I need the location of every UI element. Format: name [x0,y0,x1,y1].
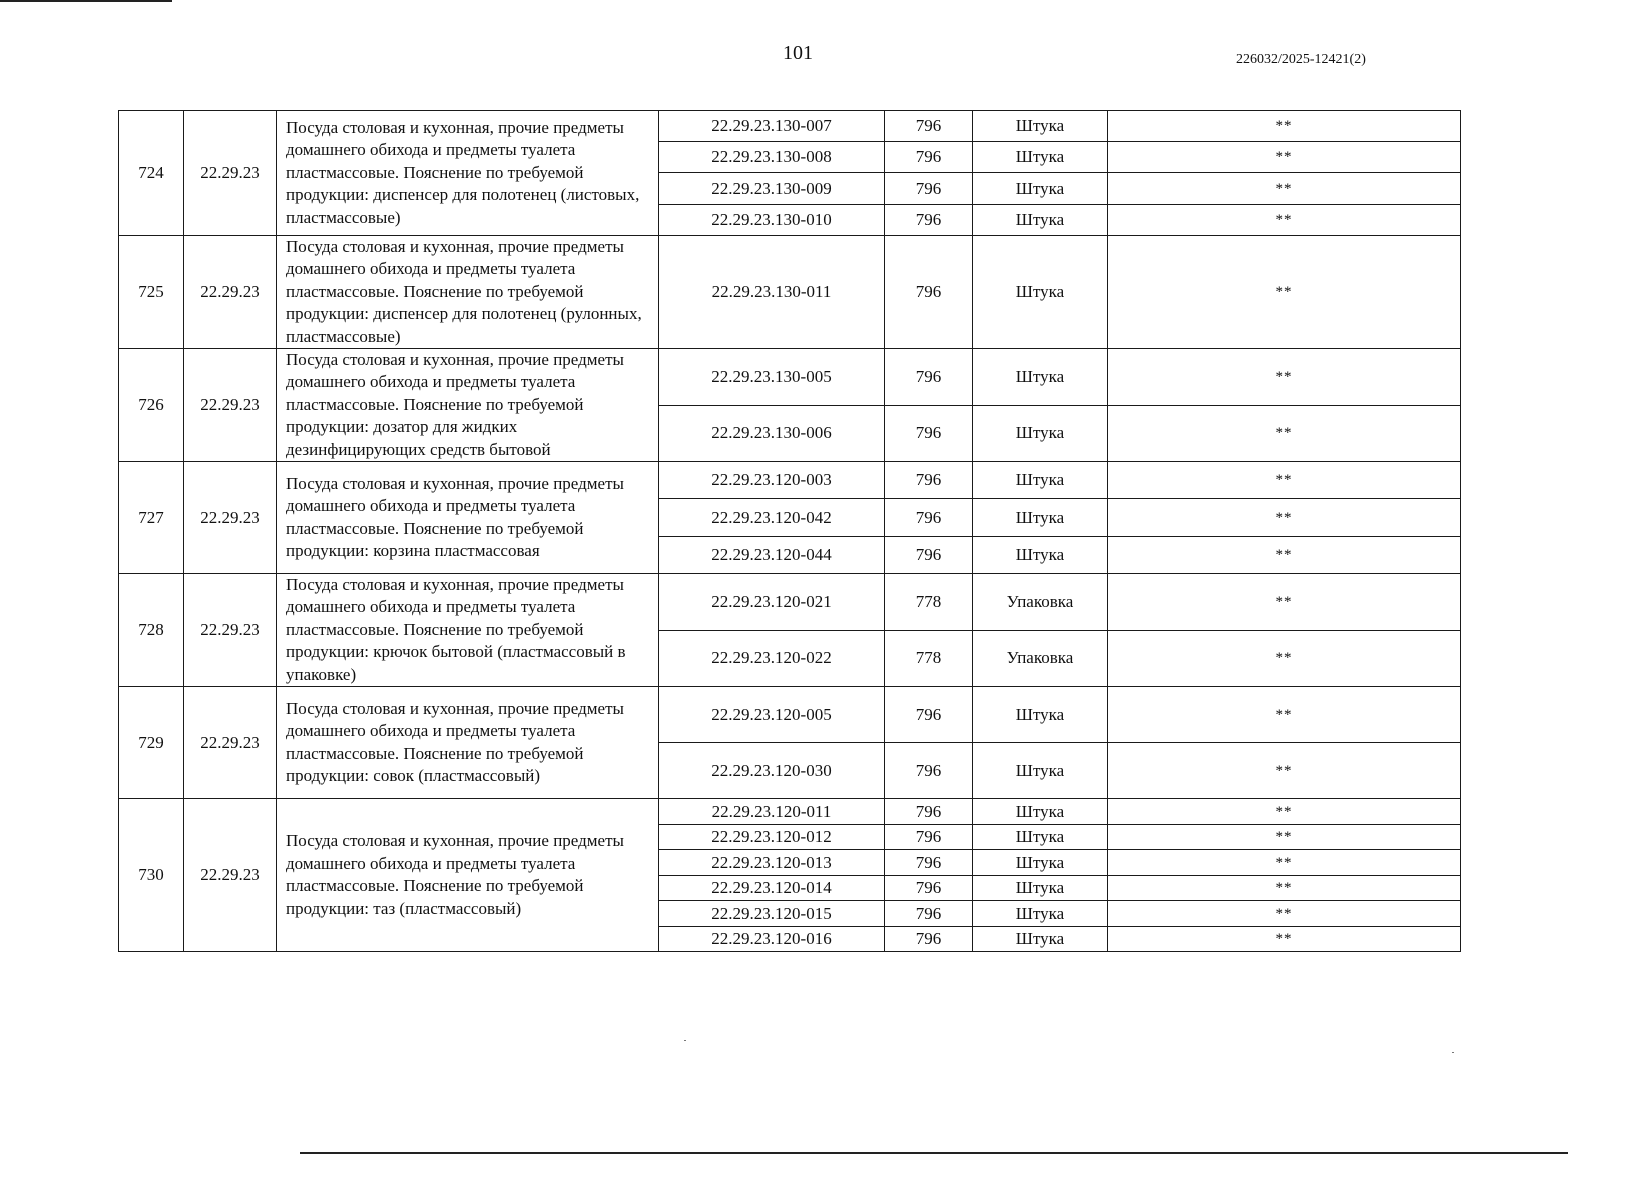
note-cell: ** [1108,574,1461,631]
unit-code-cell: 796 [885,537,973,574]
unit-name-cell: Штука [973,537,1108,574]
description-cell: Посуда столовая и кухонная, прочие предметы домашнего обихода и предметы туалета пластмассовые. Пояснение по требуемой продукции: таз (пластмассовый) [277,799,659,952]
unit-name-cell: Штука [973,850,1108,876]
unit-code-cell: 796 [885,799,973,825]
table-row [119,462,1461,499]
note-cell: ** [1108,142,1461,173]
ktru-code-cell: 22.29.23.120-013 [659,850,885,876]
unit-name-cell: Штука [973,205,1108,236]
note-cell: ** [1108,349,1461,406]
unit-name-cell: Штука [973,876,1108,901]
unit-code-cell: 796 [885,876,973,901]
table-row [119,687,1461,743]
ktru-code-cell: 22.29.23.130-007 [659,111,885,142]
okpd-code-cell: 22.29.23 [184,462,277,574]
description-cell: Посуда столовая и кухонная, прочие предметы домашнего обихода и предметы туалета пластмассовые. Пояснение по требуемой продукции: корзина пластмассовая [277,462,659,574]
unit-code-cell: 796 [885,205,973,236]
unit-code-cell: 796 [885,173,973,205]
scan-speck [684,1040,686,1041]
ktru-code-cell: 22.29.23.120-022 [659,630,885,687]
unit-code-cell: 796 [885,687,973,743]
description-cell: Посуда столовая и кухонная, прочие предметы домашнего обихода и предметы туалета пластмассовые. Пояснение по требуемой продукции: дозатор для жидких дезинфицирующих средств бытовой [277,349,659,462]
description-cell: Посуда столовая и кухонная, прочие предметы домашнего обихода и предметы туалета пластмассовые. Пояснение по требуемой продукции: крючок бытовой (пластмассовый в упаковке) [277,574,659,687]
unit-name-cell: Штука [973,349,1108,406]
description-cell: Посуда столовая и кухонная, прочие предметы домашнего обихода и предметы туалета пластмассовые. Пояснение по требуемой продукции: совок (пластмассовый) [277,687,659,799]
unit-name-cell: Штука [973,405,1108,462]
ktru-code-cell: 22.29.23.120-014 [659,876,885,901]
ktru-code-cell: 22.29.23.120-042 [659,499,885,537]
document-id: 226032/2025-12421(2) [1236,52,1366,67]
description-cell: Посуда столовая и кухонная, прочие предметы домашнего обихода и предметы туалета пластмассовые. Пояснение по требуемой продукции: диспенсер для полотенец (листовых, пластмассовые) [277,111,659,236]
unit-code-cell: 778 [885,630,973,687]
unit-name-cell: Штука [973,236,1108,349]
unit-name-cell: Штука [973,499,1108,537]
okpd-code-cell: 22.29.23 [184,236,277,349]
row-number-cell: 728 [119,574,184,687]
unit-name-cell: Штука [973,687,1108,743]
ktru-code-cell: 22.29.23.120-005 [659,687,885,743]
note-cell: ** [1108,111,1461,142]
row-number-cell: 726 [119,349,184,462]
ktru-code-cell: 22.29.23.130-011 [659,236,885,349]
page-number: 101 [783,42,813,64]
note-cell: ** [1108,687,1461,743]
note-cell: ** [1108,405,1461,462]
ktru-code-cell: 22.29.23.120-012 [659,825,885,850]
row-number-cell: 730 [119,799,184,952]
row-number-cell: 729 [119,687,184,799]
unit-name-cell: Штука [973,743,1108,799]
unit-code-cell: 796 [885,499,973,537]
row-number-cell: 727 [119,462,184,574]
ktru-code-cell: 22.29.23.130-010 [659,205,885,236]
ktru-code-cell: 22.29.23.130-005 [659,349,885,406]
note-cell: ** [1108,825,1461,850]
ktru-code-cell: 22.29.23.130-009 [659,173,885,205]
note-cell: ** [1108,499,1461,537]
unit-code-cell: 796 [885,111,973,142]
bottom-edge-rule [300,1152,1568,1154]
ktru-code-cell: 22.29.23.120-003 [659,462,885,499]
note-cell: ** [1108,850,1461,876]
unit-code-cell: 796 [885,901,973,927]
unit-name-cell: Штука [973,901,1108,927]
ktru-code-cell: 22.29.23.130-008 [659,142,885,173]
unit-code-cell: 796 [885,462,973,499]
unit-name-cell: Штука [973,927,1108,952]
row-number-cell: 724 [119,111,184,236]
description-cell: Посуда столовая и кухонная, прочие предметы домашнего обихода и предметы туалета пластмассовые. Пояснение по требуемой продукции: диспенсер для полотенец (рулонных, пластмассовые) [277,236,659,349]
ktru-code-cell: 22.29.23.120-044 [659,537,885,574]
note-cell: ** [1108,537,1461,574]
note-cell: ** [1108,630,1461,687]
note-cell: ** [1108,205,1461,236]
unit-name-cell: Упаковка [973,574,1108,631]
okpd-code-cell: 22.29.23 [184,799,277,952]
note-cell: ** [1108,876,1461,901]
unit-code-cell: 796 [885,236,973,349]
unit-name-cell: Штука [973,111,1108,142]
ktru-code-cell: 22.29.23.120-030 [659,743,885,799]
unit-name-cell: Упаковка [973,630,1108,687]
row-number-cell: 725 [119,236,184,349]
unit-code-cell: 796 [885,927,973,952]
unit-name-cell: Штука [973,825,1108,850]
unit-code-cell: 796 [885,743,973,799]
unit-name-cell: Штука [973,142,1108,173]
ktru-code-cell: 22.29.23.130-006 [659,405,885,462]
ktru-code-cell: 22.29.23.120-015 [659,901,885,927]
table-row [119,111,1461,142]
unit-name-cell: Штука [973,173,1108,205]
note-cell: ** [1108,462,1461,499]
note-cell: ** [1108,901,1461,927]
unit-name-cell: Штука [973,462,1108,499]
note-cell: ** [1108,173,1461,205]
okpd-code-cell: 22.29.23 [184,687,277,799]
table-row [119,236,1461,349]
table-row [119,574,1461,631]
unit-code-cell: 796 [885,405,973,462]
okpd-code-cell: 22.29.23 [184,574,277,687]
note-cell: ** [1108,927,1461,952]
table-row [119,349,1461,406]
registry-table [118,110,1461,952]
okpd-code-cell: 22.29.23 [184,111,277,236]
note-cell: ** [1108,743,1461,799]
unit-code-cell: 796 [885,825,973,850]
okpd-code-cell: 22.29.23 [184,349,277,462]
unit-code-cell: 796 [885,142,973,173]
ktru-code-cell: 22.29.23.120-021 [659,574,885,631]
ktru-code-cell: 22.29.23.120-016 [659,927,885,952]
unit-code-cell: 778 [885,574,973,631]
top-edge-rule [0,0,172,2]
unit-code-cell: 796 [885,850,973,876]
registry-table-body [119,111,1461,952]
note-cell: ** [1108,799,1461,825]
table-row [119,799,1461,825]
unit-code-cell: 796 [885,349,973,406]
ktru-code-cell: 22.29.23.120-011 [659,799,885,825]
scan-speck [1452,1052,1454,1053]
note-cell: ** [1108,236,1461,349]
unit-name-cell: Штука [973,799,1108,825]
